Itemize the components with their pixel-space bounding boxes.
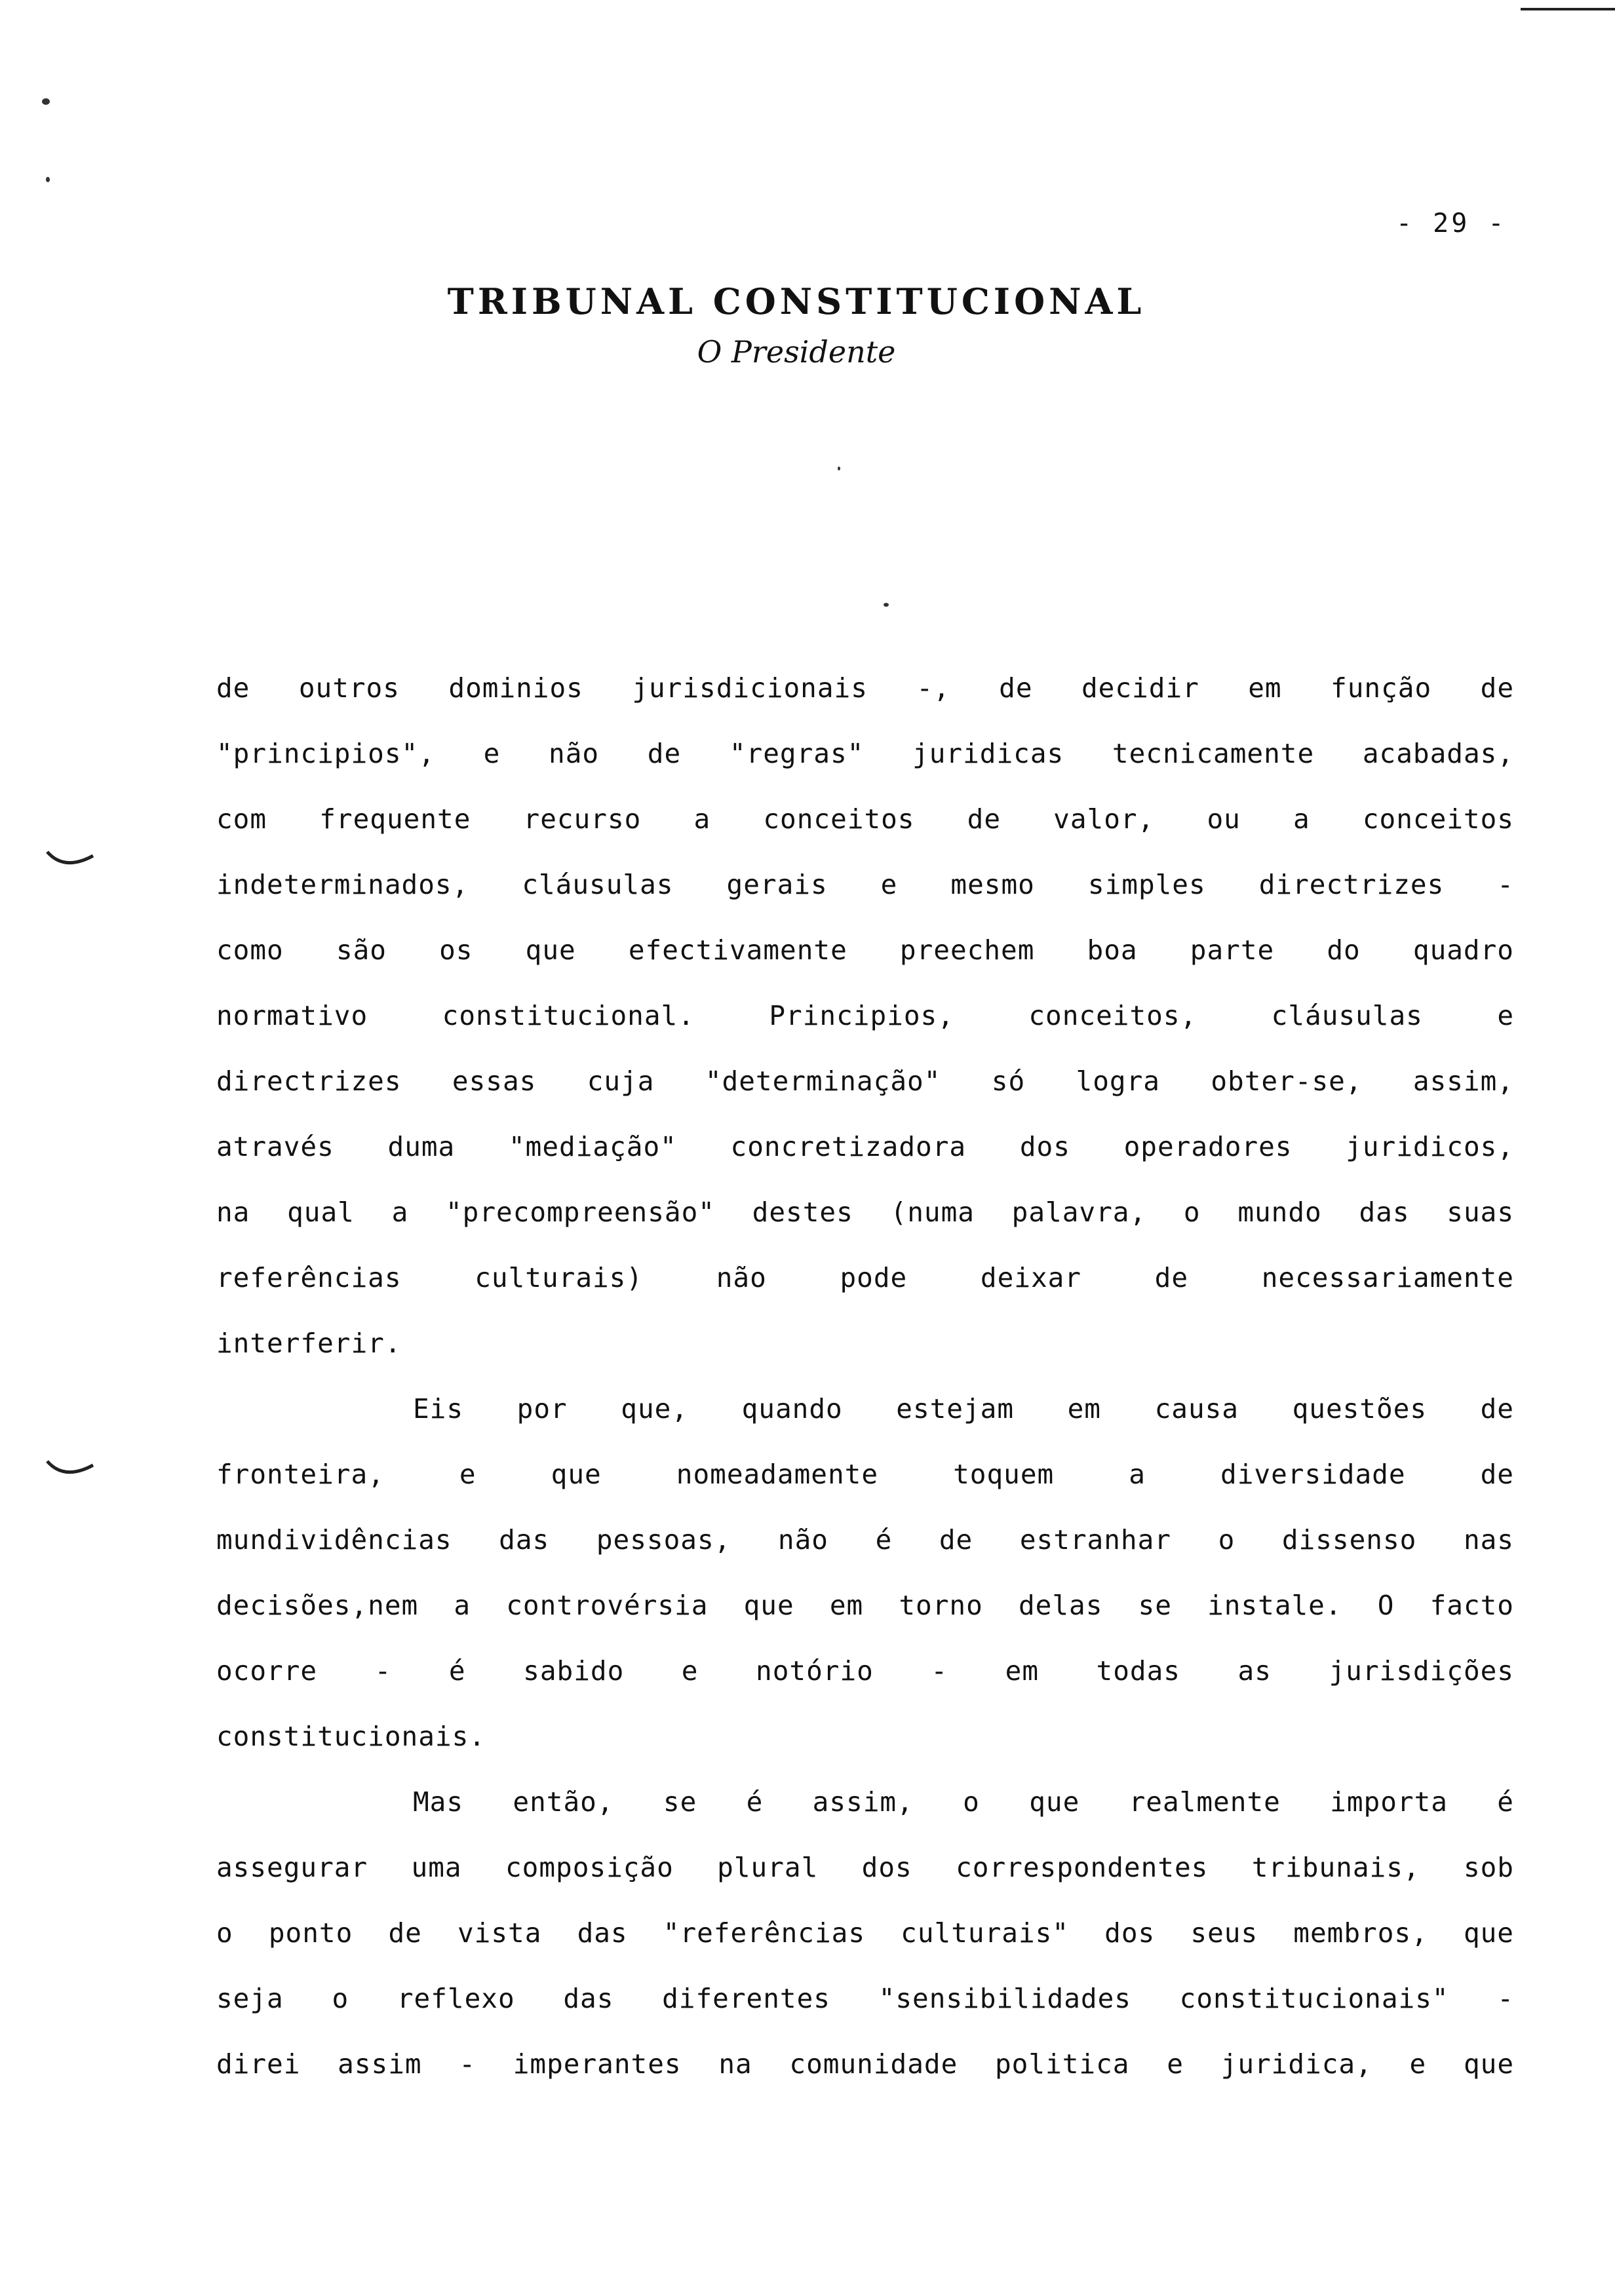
text-line: assegurar uma composição plural dos correspondentes tribunais, sob bbox=[216, 1852, 1514, 1883]
text-line: indeterminados, cláusulas gerais e mesmo simples directrizes - bbox=[216, 869, 1514, 900]
text-line: constitucionais. bbox=[216, 1721, 486, 1752]
top-edge-rule bbox=[1521, 8, 1615, 10]
text-line: como são os que efectivamente preechem boa parte do quadro bbox=[216, 934, 1514, 966]
page-number: - 29 - bbox=[1396, 208, 1507, 239]
margin-tick-icon bbox=[45, 845, 97, 878]
text-line: decisões,nem a controvérsia que em torno delas se instale. O facto bbox=[216, 1590, 1514, 1621]
text-line: com frequente recurso a conceitos de valor, ou a conceitos bbox=[216, 803, 1514, 835]
scan-speck bbox=[42, 98, 50, 105]
scan-speck bbox=[838, 467, 840, 470]
text-line: seja o reflexo das diferentes "sensibilidades constitucionais" - bbox=[216, 1983, 1514, 2014]
scan-speck bbox=[884, 603, 889, 607]
text-line: Eis por que, quando estejam em causa questões de bbox=[413, 1393, 1514, 1425]
text-line: interferir. bbox=[216, 1328, 402, 1359]
text-line: direi assim - imperantes na comunidade politica e juridica, e que bbox=[216, 2048, 1514, 2080]
scan-speck bbox=[46, 177, 50, 182]
text-line: na qual a "precompreensão" destes (numa palavra, o mundo das suas bbox=[216, 1196, 1514, 1228]
text-line: directrizes essas cuja "determinação" só logra obter-se, assim, bbox=[216, 1065, 1514, 1097]
text-line: ocorre - é sabido e notório - em todas as jurisdições bbox=[216, 1655, 1514, 1687]
text-line: "principios", e não de "regras" juridicas tecnicamente acabadas, bbox=[216, 738, 1514, 769]
text-line: mundividências das pessoas, não é de estranhar o dissenso nas bbox=[216, 1524, 1514, 1556]
body-text bbox=[216, 655, 1514, 2097]
margin-tick-icon bbox=[45, 1455, 97, 1487]
text-line: referências culturais) não pode deixar de necessariamente bbox=[216, 1262, 1514, 1293]
text-line: normativo constitucional. Principios, conceitos, cláusulas e bbox=[216, 1000, 1514, 1031]
letterhead-subtitle: O Presidente bbox=[697, 334, 896, 370]
text-line: Mas então, se é assim, o que realmente importa é bbox=[413, 1786, 1514, 1818]
text-line: o ponto de vista das "referências culturais" dos seus membros, que bbox=[216, 1917, 1514, 1949]
text-line: de outros dominios jurisdicionais -, de decidir em função de bbox=[216, 672, 1514, 704]
letterhead-title: TRIBUNAL CONSTITUCIONAL bbox=[447, 280, 1146, 322]
text-line: através duma "mediação" concretizadora dos operadores juridicos, bbox=[216, 1131, 1514, 1162]
text-line: fronteira, e que nomeadamente toquem a diversidade de bbox=[216, 1459, 1514, 1490]
